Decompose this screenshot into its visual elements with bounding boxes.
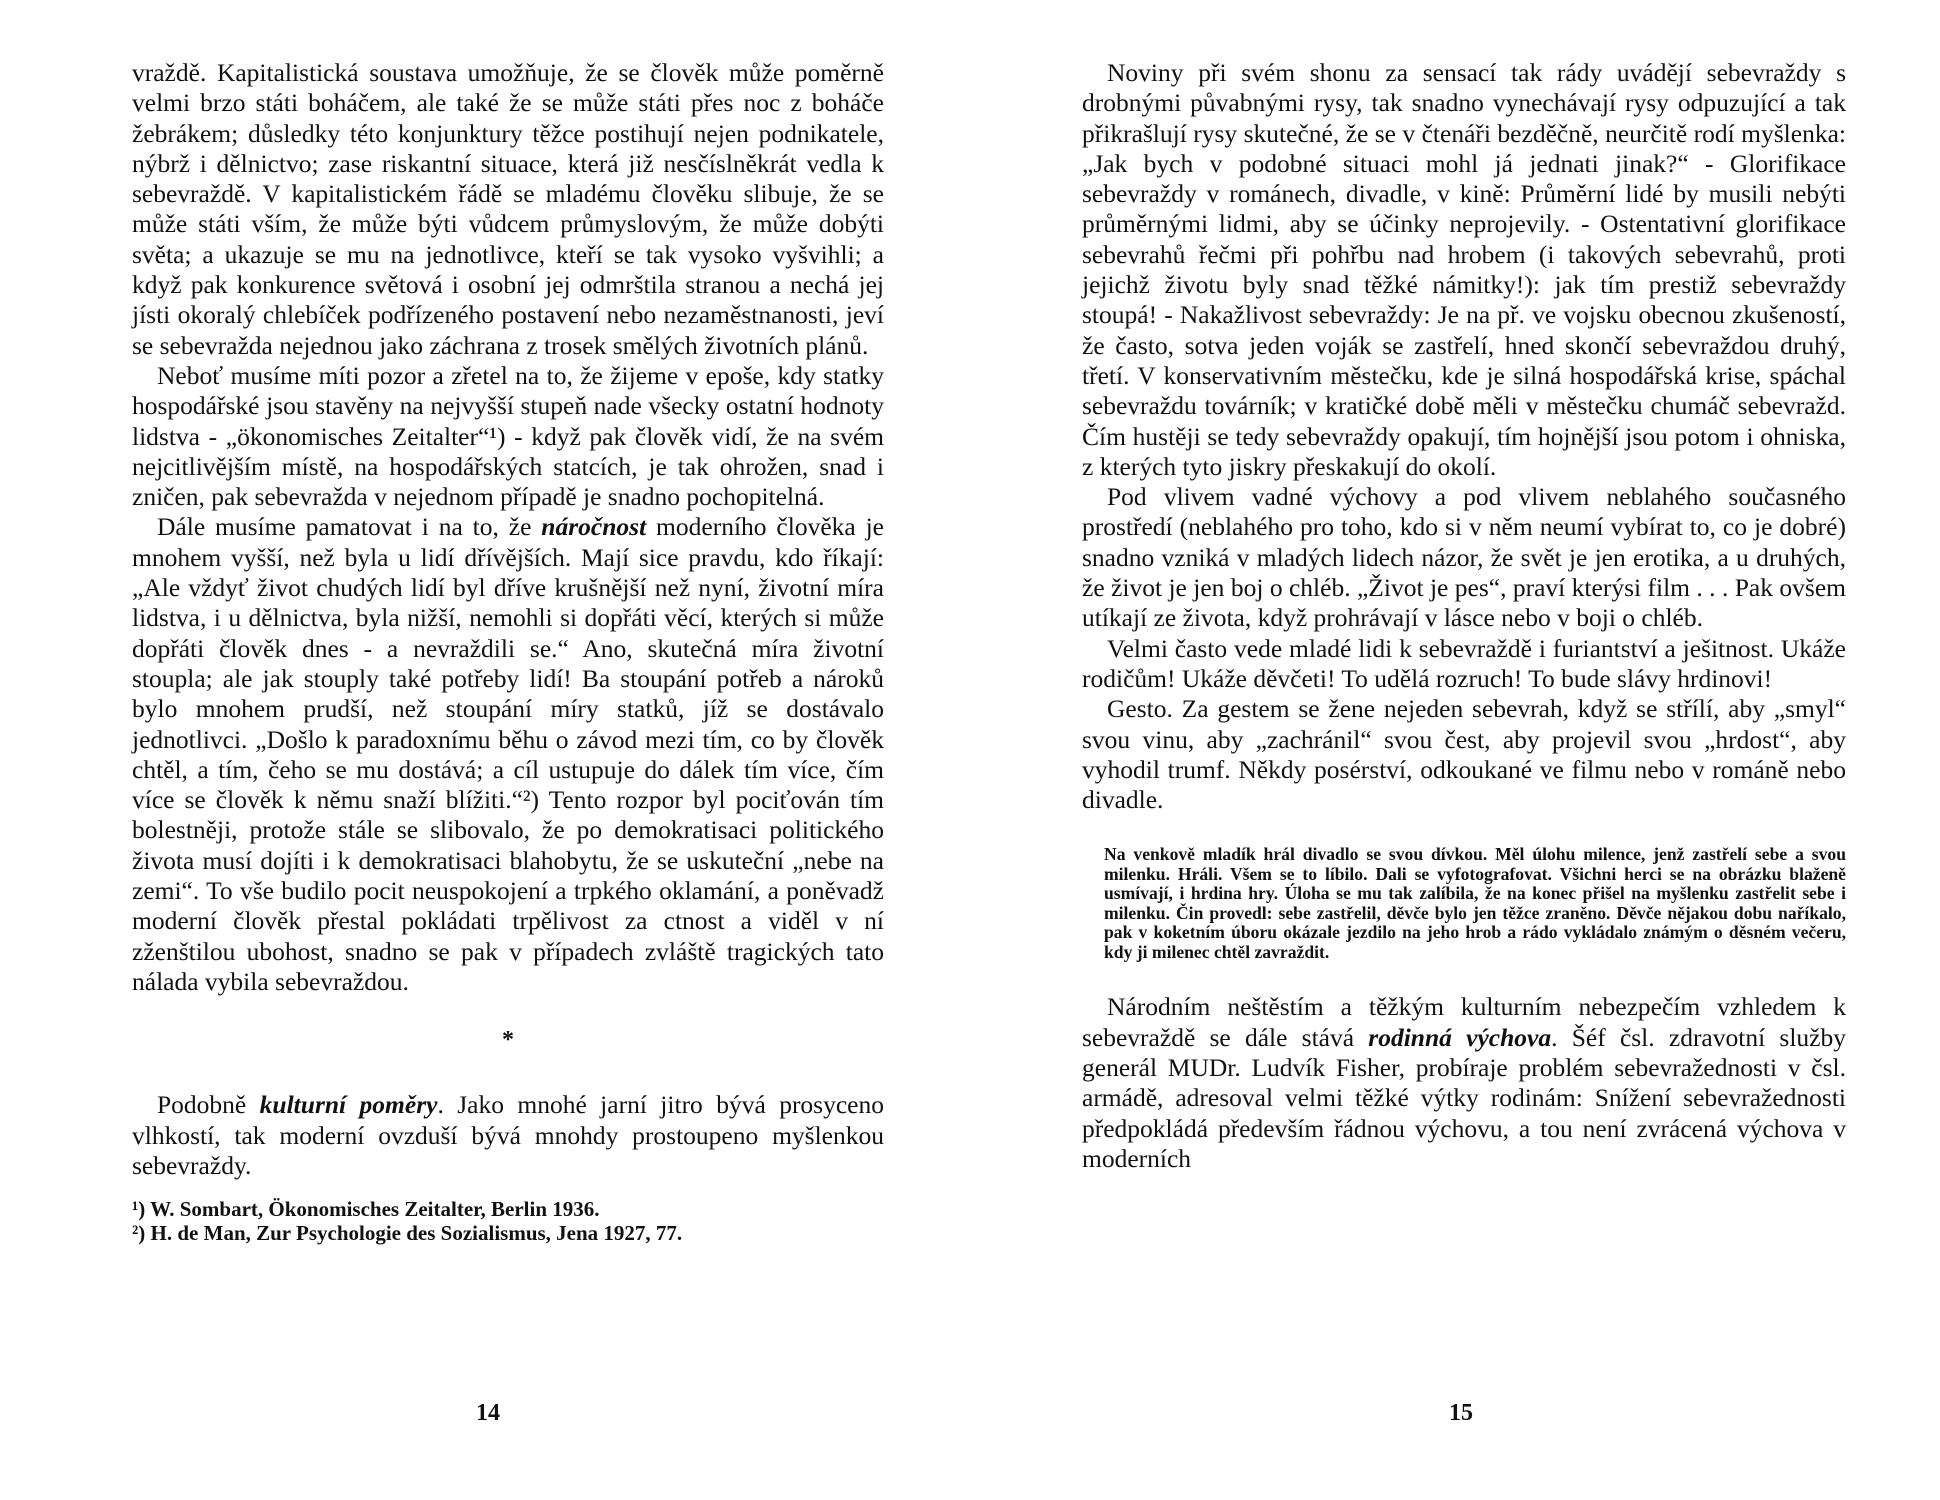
section-separator: *	[502, 1027, 514, 1054]
page-number-right: 15	[1449, 1400, 1473, 1426]
left-paragraph-4-emphasis: kulturní poměry	[259, 1090, 438, 1120]
left-paragraph-4-start: Podobně	[157, 1090, 260, 1120]
left-paragraph-3-emphasis: náročnost	[541, 512, 647, 542]
left-paragraph-4	[132, 1090, 884, 1181]
footnote-2: ²) H. de Man, Zur Psychologie des Sozialismus, Jena 1927, 77.	[132, 1221, 683, 1246]
footnotes	[132, 1197, 884, 1245]
right-paragraph-4: Gesto. Za gestem se žene nejeden sebevrah, když se střílí, aby „smyl“ svou vinu, aby „zachránil“ svou čest, aby projevil svou „hrdost“, aby vyhodil trumf. Někdy posérství, odkoukané ve filmu nebo v románě nebo divadle.	[1082, 694, 1846, 815]
right-paragraph-2: Pod vlivem vadné výchovy a pod vlivem neblahého současného prostředí (neblahého pro toho, kdo si v něm neumí vybírat to, co je dobré) snadno vzniká v mladých lidech názor, že svět je jen erotika, a u druhých, že život je jen boj o chléb. „Život je pes“, praví kterýsi film . . . Pak ovšem utíkají ze života, když prohrávají v lásce nebo v boji o chléb.	[1082, 482, 1846, 633]
left-paragraph-3-start: Dále musíme pamatovat i na to, že	[157, 512, 542, 542]
note-text: Na venkově mladík hrál divadlo se svou dívkou. Měl úlohu milence, jenž zastřelí sebe a svou milenku. Hráli. Všem se to líbilo. Dali se vyfotografovat. Všichni herci se na obrázku blaženě usmívají, i hrdina hry. Úloha se mu tak zalíbila, že na konec přišel na myšlenku zastřelit sebe i milenku. Čin provedl: sebe zastřelil, děvče bylo jen těžce zraněno. Děvče nějakou dobu naříkalo, pak v koketním úboru okázale jezdilo na jeho hrob a rádo vykládalo známým o děsném večeru, kdy ji milenec chtěl zavraždit.	[1104, 844, 1846, 962]
left-paragraph-3-end: moderního člověka je mnohem vyšší, než byla u lidí dřívějších. Mají sice pravdu, kdo říkají: „Ale vždyť život chudých lidí byl dříve krušnější než nyní, životní míra lidstva, i u dělnictva, byla nižší, nemohli si dopřáti věcí, kterých si může dopřáti člověk dnes - a nevraždili se.“ Ano, skutečná míra životní stoupla; ale jak stouply také potřeby lidí! Ba stoupání potřeb a nároků bylo mnohem prudší, než stoupání míry statků, jíž se dostávalo jednotlivci. „Došlo k paradoxnímu běhu o závod mezi tím, co by člověk chtěl, a tím, čeho se mu dostává; a cíl ustupuje do dálek tím více, čím více se člověk k němu snaží blížiti.“²) Tento rozpor byl pociťován tím bolestněji, protože stále se slibovalo, že po demokratisaci politického života musí dojíti i k demokratisaci blahobytu, že se uskuteční „nebe na zemi“. To vše budilo pocit neuspokojení a trpkého oklamání, a poněvadž moderní člověk přestal pokládati trpělivost za ctnost a viděl v ní zženštilou ubohost, snadno se pak v případech zvláště tragických tato nálada vybila sebevraždou.	[132, 512, 885, 996]
small-print-note	[1104, 845, 1846, 962]
right-paragraph-5	[1082, 992, 1846, 1174]
right-page	[1082, 58, 1846, 1174]
left-paragraph-4-end: . Jako mnohé jarní jitro bývá prosyceno vlhkostí, tak moderní ovzduší bývá mnohdy prostoupeno myšlenkou sebevraždy.	[132, 1090, 884, 1180]
page-number-left: 14	[476, 1400, 500, 1426]
right-paragraph-3: Velmi často vede mladé lidi k sebevraždě i furiantství a ješitnost. Ukáže rodičům! Ukáže děvčeti! To udělá rozruch! To bude slávy hrdinovi!	[1082, 633, 1846, 693]
left-paragraph-1: vraždě. Kapitalistická soustava umožňuje, že se člověk může poměrně velmi brzo státi boháčem, ale také že se může státi přes noc z boháče žebrákem; důsledky této konjunktury těžce postihují nejen podnikatele, nýbrž i dělnictvo; zase riskantní situace, která již nesčíslněkrát vedla k sebevraždě. V kapitalistickém řádě se mladému člověku slibuje, že se může státi vším, že může býti vůdcem průmyslovým, že může dobýti světa; a ukazuje se mu na jednotlivce, kteří se tak vysoko vyšvihli; a když pak konkurence světová i osobní jej odmrštila stranou a nechá jej jísti okoralý chlebíček podřízeného postavení nebo nezaměstnanosti, jeví se sebevražda nejednou jako záchrana z trosek smělých životních plánů.	[132, 58, 884, 360]
right-paragraph-5-emphasis: rodinná výchova	[1368, 1022, 1552, 1052]
left-paragraph-2: Neboť musíme míti pozor a zřetel na to, že žijeme v epoše, kdy statky hospodářské jsou stavěny na nejvyšší stupeň nade všecky ostatní hodnoty lidstva - „ökonomisches Zeitalter“¹) - když pak člověk vidí, že na svém nejcitlivějším místě, na hospodářských statcích, je tak ohrožen, snad i zničen, pak sebevražda v nejednom případě je snadno pochopitelná.	[132, 360, 884, 512]
right-paragraph-5-end: . Šéf čsl. zdravotní služby generál MUDr. Ludvík Fisher, probíraje problém sebevražednosti v čsl. armádě, adresoval velmi těžké výtky rodinám: Snížení sebevražednosti předpokládá především řádnou výchovu, a tou není zvrácená výchova v moderních	[1082, 1022, 1846, 1173]
left-paragraph-3	[132, 512, 884, 997]
right-paragraph-1: Noviny při svém shonu za sensací tak rády uvádějí sebevraždy s drobnými půvabnými rysy, tak snadno vynechávají rysy odpuzující a tak přikrašlují rysy skutečné, že se v čtenáři bezděčně, neurčitě rodí myšlenka: „Jak bych v podobné situaci mohl já jednati jinak?“ - Glorifikace sebevraždy v románech, divadle, v kině: Průměrní lidé by musili nebýti průměrnými lidmi, aby se účinky neprojevily. - Ostentativní glorifikace sebevrahů řečmi při pohřbu nad hrobem (i takových sebevrahů, proti jejichž životu byly snad těžké námitky!): jak tím prestiž sebevraždy stoupá! - Nakažlivost sebevraždy: Je na př. ve vojsku obecnou zkušeností, že často, sotva jeden voják se zastřelí, hned skončí sebevraždou druhý, třetí. V konservativním městečku, kde je silná hospodářská krise, spáchal sebevraždu továrník; v kratičké době měli v městečku chumáč sebevražd. Čím hustěji se tedy sebevraždy opakují, tím hojnější jsou potom i ohniska, z kterých tyto jiskry přeskakují do okolí.	[1082, 58, 1846, 481]
right-paragraph-5-start: Národním neštěstím a těžkým kulturním nebezpečím vzhledem k sebevraždě se dále stává	[1082, 992, 1846, 1052]
footnote-1: ¹) W. Sombart, Ökonomisches Zeitalter, Berlin 1936.	[132, 1197, 600, 1222]
left-page	[132, 58, 884, 1245]
